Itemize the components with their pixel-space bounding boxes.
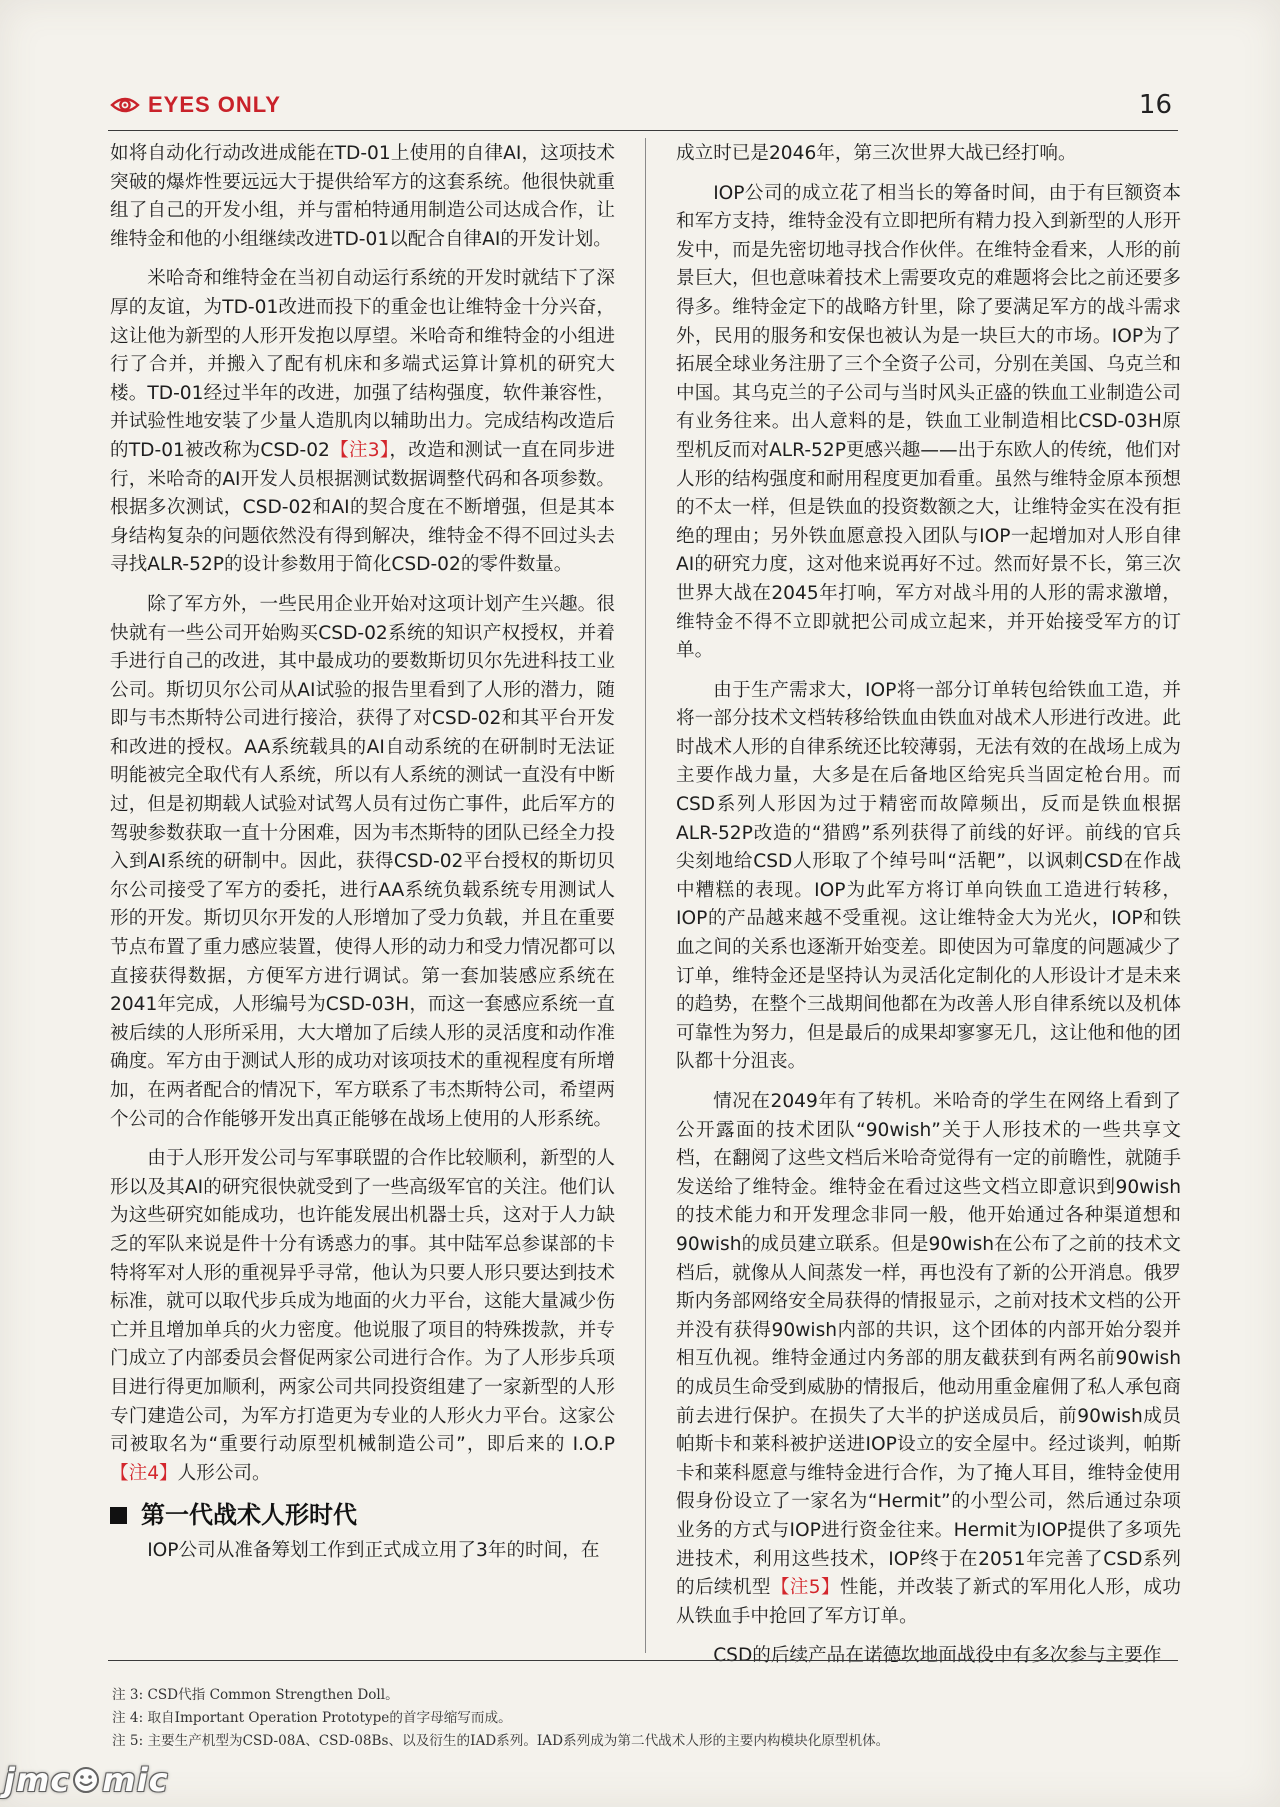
paragraph: 如将自动化行动改进成能在TD-01上使用的自律AI，这项技术突破的爆炸性要远远大于提供给军方的这套系统。他很快就重组了自己的开发小组，并与雷柏特通用制造公司达成合作，让维特金和他的小组继续改进TD-01以配合自律AI的开发计划。 [110,143,615,250]
watermark [4,1760,169,1800]
paragraph: 除了军方外，一些民用企业开始对这项计划产生兴趣。很快就有一些公司开始购买CSD-02系统的知识产权授权，并着手进行自己的改进，其中最成功的要数斯切贝尔先进科技工业公司。斯切贝尔公司从AI试验的报告里看到了人形的潜力，随即与韦杰斯特公司进行接洽，获得了对CSD-02和其平台开发和改进的授权。AA系统载具的AI自动系统的在研制时无法证明能被完全取代有人系统，所以有人系统的测试一直没有中断过，但是初期载人试验对试驾人员有过伤亡事件，此后军方的驾驶参数获取一直十分困难，因为韦杰斯特的团队已经全力投入到AI系统的研制中。因此，获得CSD-02平台授权的斯切贝尔公司接受了军方的委托，进行AA系统负载系统专用测试人形的开发。斯切贝尔开发的人形增加了受力负载，并且在重要节点布置了重力感应装置，使得人形的动力和受力情况都可以直接获得数据，方便军方进行调试。第一套加装感应系统在2041年完成，人形编号为CSD-03H，而这一套感应系统一直被后续的人形所采用，大大增加了后续人形的灵活度和动作准确度。军方由于测试人形的成功对该项技术的重视程度有所增加，在两者配合的情况下，军方联系了韦杰斯特公司，希望两个公司的合作能够开发出真正能够在战场上使用的人形系统。 [110,593,615,1130]
paragraph-text: 人形公司。 [177,1462,271,1484]
footnote-reference[interactable]: 【注3】 [329,439,390,461]
square-bullet-icon [110,1507,127,1524]
paragraph: IOP公司的成立花了相当长的筹备时间，由于有巨额资本和军方支持，维特金没有立即把所有精力投入到新型的人形开发中，而是先密切地寻找合作伙伴。在维特金看来，人形的前景巨大，但也意味着技术上需要攻克的难题将会比之前还要多得多。维特金定下的战略方针里，除了要满足军方的战斗需求外，民用的服务和安保也被认为是一块巨大的市场。IOP为了拓展全球业务注册了三个全资子公司，分别在美国、乌克兰和中国。其乌克兰的子公司与当时风头正盛的铁血工业制造公司有业务往来。出人意料的是，铁血工业制造相比CSD-03H原型机反而对ALR-52P更感兴趣——出于东欧人的传统，他们对人形的结构强度和耐用程度更加看重。虽然与维特金原本预想的不太一样，但是铁血的投资数额之大，让维特金实在没有拒绝的理由；另外铁血愿意投入团队与IOP一起增加对人形自律AI的研究力度，这对他来说再好不过。然而好景不长，第三次世界大战在2045年打响，军方对战斗用的人形的需求激增，维特金不得不立即就把公司成立起来，并开始接受军方的订单。 [676,182,1181,662]
section-heading [110,1499,615,1531]
paragraph-text: ，改造和测试一直在同步进行，米哈奇的AI开发人员根据测试数据调整代码和各项参数。根据多次测试，CSD-02和AI的契合度在不断增强，但是其本身结构复杂的问题依然没有得到解决，维特金不得不回过头去寻找ALR-52P的设计参数用于简化CSD-02的零件数量。 [110,439,615,576]
paragraph-text: 米哈奇和维特金在当初自动运行系统的开发时就结下了深厚的友谊，为TD-01改进而投下的重金也让维特金十分兴奋，这让他为新型的人形开发抱以厚望。米哈奇和维特金的小组进行了合并，并搬入了配有机床和多端式运算计算机的研究大楼。TD-01经过半年的改进，加强了结构强度，软件兼容性，并试验性地安装了少量人造肌肉以辅助出力。完成结构改造后的TD-01被改称为CSD-02 [110,268,615,461]
footnote-3: 注 3: CSD代指 Common Strengthen Doll。 [112,1687,399,1703]
eye-icon [110,94,140,116]
paragraph [676,1088,1181,1631]
paragraph [110,265,615,580]
brand-title: EYES ONLY [148,92,281,117]
header-divider [108,130,1178,131]
footnotes [112,1684,1172,1753]
paragraph [110,1145,615,1488]
paragraph: IOP公司从准备筹划工作到正式成立用了3年的时间，在 [147,1540,600,1562]
page-number: 16 [1138,90,1172,120]
footer-divider [108,1660,1178,1661]
paragraph-text: 由于人形开发公司与军事联盟的合作比较顺利，新型的人形以及其AI的研究很快就受到了一些高级军官的关注。他们认为这些研究如能成功，也许能发展出机器士兵，这对于人力缺乏的军队来说是件十分有诱惑力的事。其中陆军总参谋部的卡特将军对人形的重视异乎寻常，他认为只要人形只要达到技术标准，就可以取代步兵成为地面的火力平台，这能大量减少伤亡并且增加单兵的火力密度。他说服了项目的特殊拨款，并专门成立了内部委员会督促两家公司进行合作。为了人形步兵项目进行得更加顺利，两家公司共同投资组建了一家新型的人形专门建造公司，为军方打造更为专业的人形火力平台。这家公司被取名为“重要行动原型机械制造公司”，即后来的 I.O.P [110,1148,615,1456]
paragraph: CSD的后续产品在诺德坎地面战役中有多次参与主要作 [713,1645,1162,1667]
brand [110,92,281,118]
paragraph: 由于生产需求大，IOP将一部分订单转包给铁血工造，并将一部分技术文档转移给铁血由铁血对战术人形进行改进。此时战术人形的自律系统还比较薄弱，无法有效的在战场上成为主要作战力量，大多是在后备地区给宪兵当固定枪台用。而CSD系列人形因为过于精密而故障频出，反而是铁血根据ALR-52P改造的“猎鸥”系列获得了前线的好评。前线的官兵尖刻地给CSD人形取了个绰号叫“活靶”，以讽刺CSD在作战中糟糕的表现。IOP为此军方将订单向铁血工造进行转移，IOP的产品越来越不受重视。这让维特金大为光火，IOP和铁血之间的关系也逐渐开始变差。即使因为可靠度的问题减少了订单，维特金还是坚持认为灵活化定制化的人形设计才是未来的趋势，在整个三战期间他都在为改善人形自律系统以及机体可靠性为努力，但是最后的成果却寥寥无几，这让他和他的团队都十分沮丧。 [676,679,1181,1073]
column-divider [645,138,646,1653]
footnote-5: 注 5: 主要生产机型为CSD-08A、CSD-08Bs、以及衍生的IAD系列。IAD系列成为第二代战术人形的主要内构模块化原型机体。 [112,1733,890,1749]
right-column [676,140,1181,1682]
smiley-icon [71,1765,101,1795]
watermark-text: mic [102,1761,169,1799]
footnote-reference[interactable]: 【注4】 [110,1462,178,1484]
section-heading-text: 第一代战术人形时代 [141,1501,357,1530]
left-column [110,140,615,1577]
paragraph-text: 情况在2049年有了转机。米哈奇的学生在网络上看到了公开露面的技术团队“90wish”关于人形技术的一些共享文档，在翻阅了这些文档后米哈奇觉得有一定的前瞻性，就随手发送给了维特金。维特金在看过这些文档立即意识到90wish的技术能力和开发理念非同一般，他开始通过各种渠道想和90wish的成员建立联系。但是90wish在公布了之前的技术文档后，就像从人间蒸发一样，再也没有了新的公开消息。俄罗斯内务部网络安全局获得的情报显示，之前对技术文档的公开并没有获得90wish内部的共识，这个团体的内部开始分裂并相互仇视。维特金通过内务部的朋友截获到有两名前90wish的成员生命受到威胁的情报后，他动用重金雇佣了私人承包商前去进行保护。在损失了大半的护送成员后，前90wish成员帕斯卡和莱科被护送进IOP设立的安全屋中。经过谈判，帕斯卡和莱科愿意与维特金进行合作，为了掩人耳目，维特金使用假身份设立了一家名为“Hermit”的小型公司，然后通过杂项业务的方式与IOP进行资金往来。Hermit为IOP提供了多项先进技术，利用这些技术，IOP终于在2051年完善了CSD系列的后续机型 [676,1091,1181,1599]
footnote-4: 注 4: 取自Important Operation Prototype的首字母缩写而成。 [112,1710,512,1726]
footnote-reference[interactable]: 【注5】 [770,1577,840,1599]
paragraph: 成立时已是2046年，第三次世界大战已经打响。 [676,143,1077,164]
paragraph-text: 性能，并改装了新式的军用化人形，成功从铁血手中抢回了军方订单。 [676,1577,1181,1627]
page-header [110,90,1180,130]
watermark-text: jmc [4,1761,71,1799]
